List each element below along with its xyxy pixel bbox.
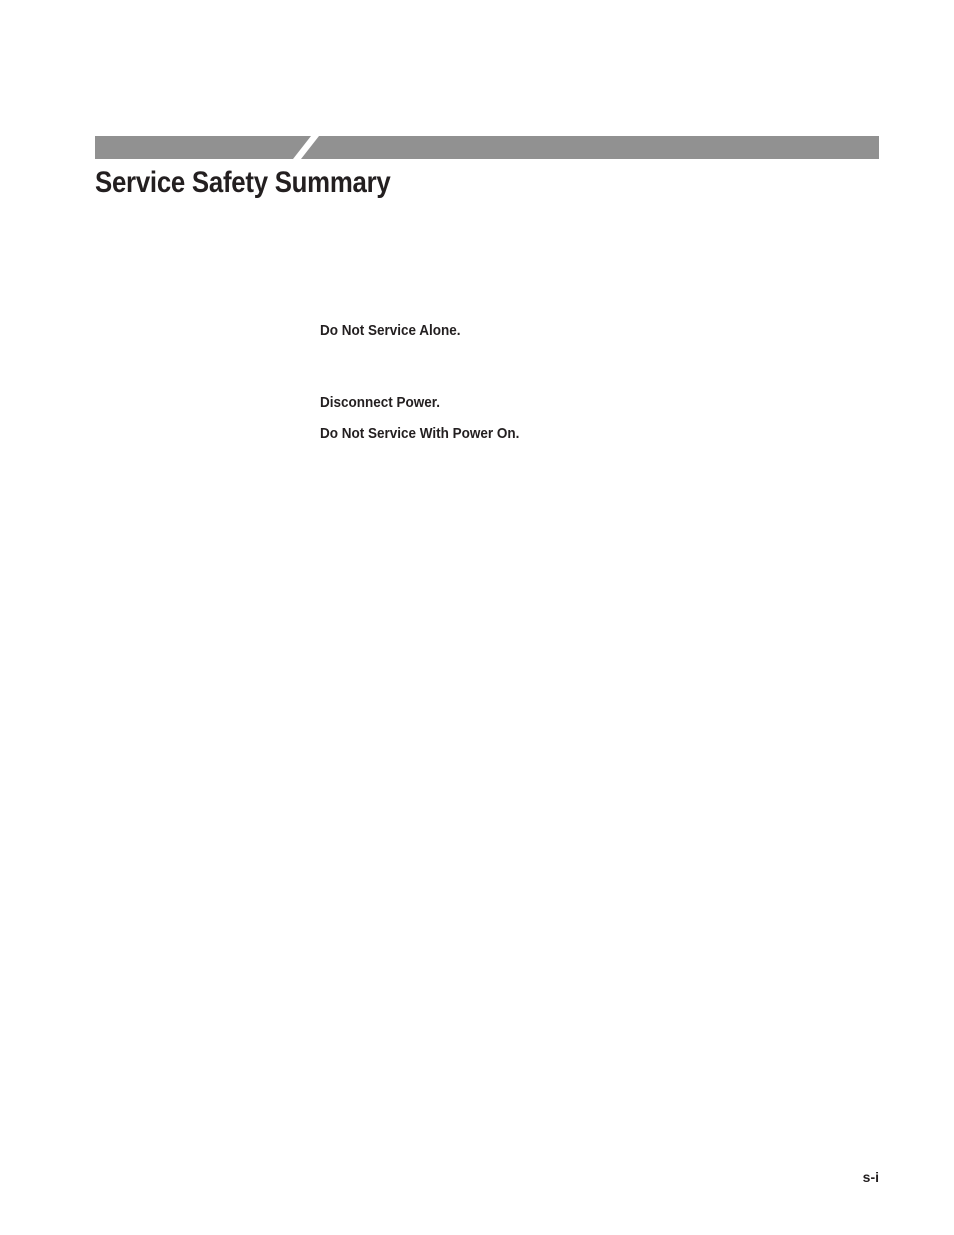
page-title: Service Safety Summary <box>95 166 391 199</box>
heading-do-not-service-with-power-on: Do Not Service With Power On. <box>320 425 520 442</box>
header-bar-fill <box>95 136 879 159</box>
header-bar-graphic <box>95 136 879 159</box>
heading-do-not-service-alone: Do Not Service Alone. <box>320 322 461 339</box>
header-bar <box>95 136 879 159</box>
heading-disconnect-power: Disconnect Power. <box>320 394 441 411</box>
page-number: s-i <box>862 1169 879 1185</box>
